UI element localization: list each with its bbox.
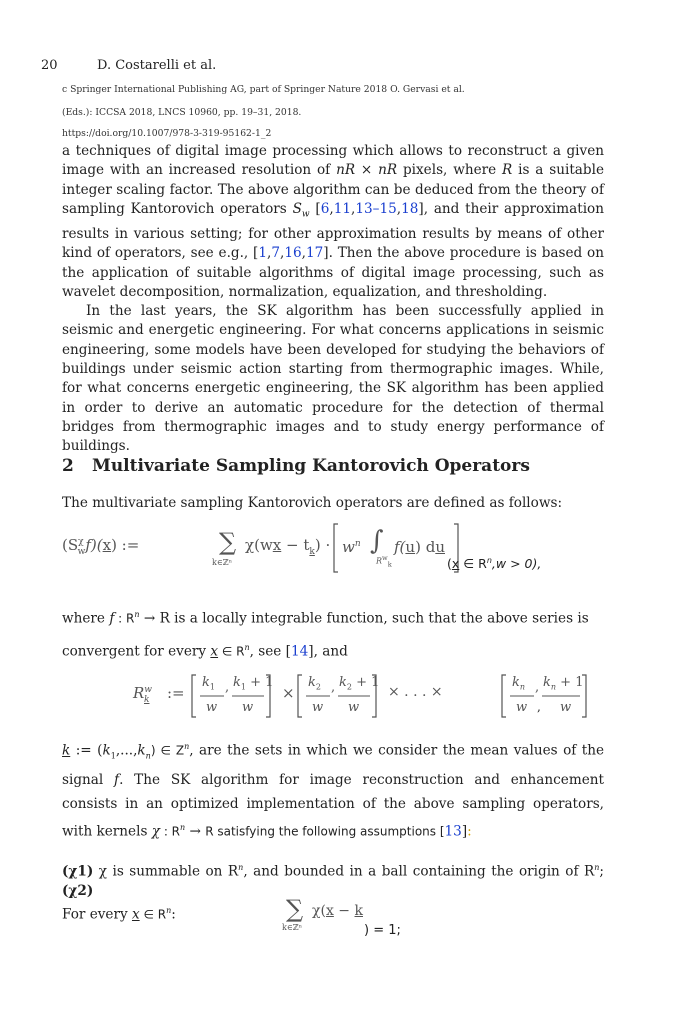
citation-link[interactable]: 15 [379,200,397,217]
proceedings-line: (Eds.): ICCSA 2018, LNCS 10960, pp. 19–31, 2018. [62,107,302,118]
equation-hyperrectangle: $R^w_k$ := $k_1$ , $k_1 + 1$ w w × $k_2$ , $k_2 + 1$ w w × . . . × $k_n$ , $k_n + 1$ w w [130,672,550,722]
citation-link[interactable]: 13 [444,823,462,840]
citation-link[interactable]: 11 [333,200,352,217]
copyright-line: c Springer International Publishing AG, part of Springer Nature 2018 O. Gervasi et al. [62,84,465,95]
citation-link[interactable]: 1 [258,245,268,262]
paragraph-intro: a techniques of digital image processing which allows to reconstruct a given image with an increased resolution of nR × nR pixels, where R is a suitable integer scaling factor. The above algorithm can be deduced from the theory of sampling Kantorovich operators $S_w$ [6,11,13–15,18], and their approximation results in various setting; for other approximation results by means of other kind of operators, see e.g., [1,7,16,17]. Then the above procedure is based on the application of suitable algorithms of digital image processing, such as wavelet decomposition, normalization, equalization, and thresholding. In the last years, the SK algorithm has been successfully applied in seismic and energetic engineering. For what concerns applications in seismic engineering, some models have been developed for studying the behaviors of buildings under seismic action starting from thermographic images. While, for what concerns energetic engineering, the SK algorithm has been applied in order to derive an automatic procedure for the detection of thermal bridges from thermographic images and to study energy performance of buildings. [62,142,604,456]
equation-operator-definition: $(S^\chi_wf)(x)$ := ∑ k∈ℤⁿ $\chi(wx - t_k)$ · $w^n$ ∫ $R^w_k$ f(u) du (x ∈ $R^n,w > 0$), [62,528,607,578]
paragraph-applications: In the last years, the SK algorithm has been successfully applied in seismic and energetic engineering. For what concerns applications in seismic engineering, some models have been developed for studying the behaviors of buildings under seismic action starting from thermographic images. While, for what concerns energetic engineering, the SK algorithm has been applied in order to derive an automatic procedure for the detection of thermal bridges from thermographic images and to study energy performance of buildings. [62,303,604,455]
paragraph-convergent: convergent for every x ∈ $R^n$, see [14], and [62,643,348,660]
citation-link[interactable]: 13 [355,200,373,217]
section-title: Multivariate Sampling Kantorovich Operators [92,456,530,476]
doi-link[interactable]: https://doi.org/10.1007/978-3-319-95162-1_2 [62,128,272,139]
citation-link[interactable]: 18 [401,200,419,217]
citation-link[interactable]: 16 [284,245,302,262]
page-number: 20 [41,58,58,73]
citation-link[interactable]: 6 [320,200,330,217]
citation-link[interactable]: 17 [305,245,324,262]
equation-partition-of-unity: ∑ k∈ℤⁿ χ(x − k ) = 1; [282,895,401,938]
section-number: 2 [62,456,74,476]
section-heading [62,456,530,476]
citation-link[interactable]: 14 [290,643,309,660]
equation-trailing-comma: , [537,700,541,714]
paragraph-assumptions: (χ1) χ is summable on $R^n$, and bounded in a ball containing the origin of $R^n$; (χ2) For every x ∈ $R^n$: [62,863,604,923]
paragraph-definition-intro: The multivariate sampling Kantorovich operators are defined as follows: [62,495,563,511]
citation-link[interactable]: 7 [271,245,280,262]
running-header-authors: D. Costarelli et al. [97,58,217,73]
paragraph-integrable: where f : $R^n \to R$ is a locally integrable function, such that the above series is [62,610,589,627]
paragraph-sets: k := $(k_1,...,k_n)$ ∈ $Z^n$, are the sets in which we consider the mean values of the signal f. The SK algorithm for image reconstruction and enhancement consists in an optimized implementation of the above sampling operators, with kernels χ : $R^n \to R$ satisfying the following assumptions [13]: [62,742,605,840]
